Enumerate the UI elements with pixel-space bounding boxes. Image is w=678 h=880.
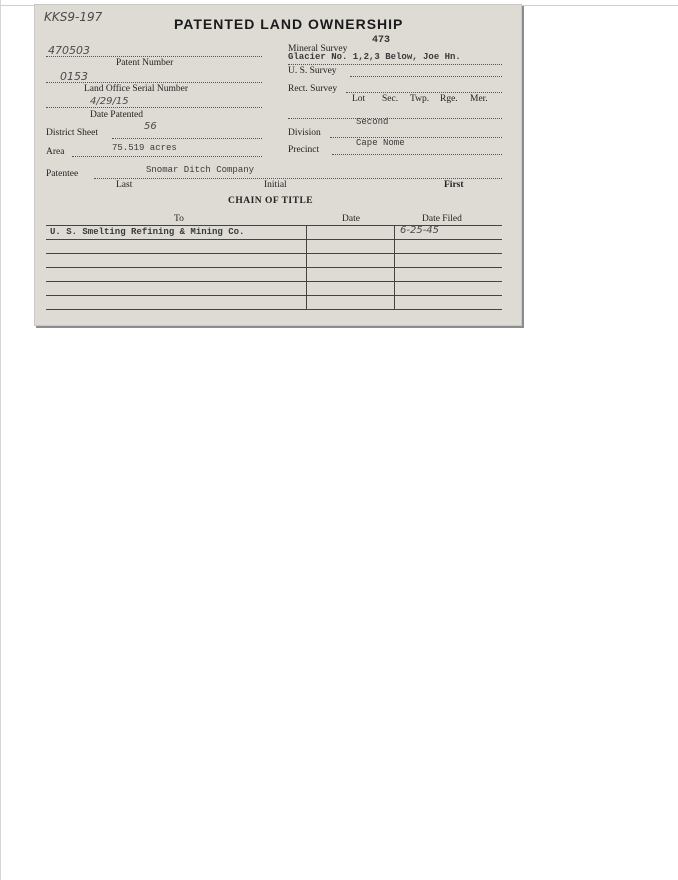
chain-col-to: To — [174, 214, 184, 224]
ownership-card — [34, 4, 522, 326]
district-sheet-line — [112, 138, 262, 139]
chain-row-1-filed: 6-25-45 — [400, 225, 440, 236]
serial-number-value: 0153 — [60, 70, 88, 83]
precinct-line — [332, 154, 502, 155]
area-line — [72, 156, 262, 157]
patent-number-value: 470503 — [48, 44, 90, 57]
rect-col-lot: Lot — [352, 94, 366, 104]
date-patented-value: 4/29/15 — [90, 96, 129, 107]
serial-number-line — [46, 82, 262, 83]
name-col-first: First — [444, 180, 464, 190]
patent-number-line — [46, 56, 262, 57]
chain-row-rule — [46, 295, 502, 296]
chain-row-rule — [46, 267, 502, 268]
corner-note: KKS9-197 — [44, 10, 103, 24]
rect-survey-label: Rect. Survey — [288, 84, 338, 94]
patentee-label: Patentee — [46, 169, 79, 179]
name-col-last: Last — [116, 180, 133, 190]
chain-col-divider — [394, 225, 395, 310]
mineral-survey-line — [288, 64, 502, 65]
rect-values-line — [288, 118, 502, 119]
chain-col-date: Date — [342, 214, 360, 224]
date-patented-label: Date Patented — [90, 110, 144, 120]
area-value: 75.519 acres — [112, 143, 177, 153]
mineral-survey-value: Glacier No. 1,2,3 Below, Joe Hn. — [288, 52, 461, 62]
rect-survey-line — [346, 92, 502, 93]
patentee-line — [94, 178, 502, 179]
district-sheet-value: 56 — [144, 121, 157, 132]
rect-col-rge: Rge. — [440, 94, 458, 104]
chain-col-date-filed: Date Filed — [422, 214, 462, 224]
precinct-label: Precinct — [288, 145, 320, 155]
chain-row-rule — [46, 239, 502, 240]
precinct-value: Cape Nome — [356, 138, 405, 148]
date-patented-line — [46, 107, 262, 108]
us-survey-label: U. S. Survey — [288, 66, 337, 76]
chain-row-1-to: U. S. Smelting Refining & Mining Co. — [50, 227, 245, 237]
chain-title-heading: CHAIN OF TITLE — [228, 196, 314, 206]
rect-col-mer: Mer. — [470, 94, 488, 104]
page-edge-left — [0, 0, 1, 880]
area-label: Area — [46, 147, 65, 157]
division-label: Division — [288, 128, 321, 138]
card-title: PATENTED LAND OWNERSHIP — [174, 16, 404, 32]
district-sheet-label: District Sheet — [46, 128, 98, 138]
serial-number-label: Land Office Serial Number — [84, 84, 189, 94]
chain-row-rule — [46, 253, 502, 254]
mineral-survey-label: Mineral Survey — [288, 44, 348, 54]
division-value: Second — [356, 117, 389, 127]
rect-col-sec: Sec. — [382, 94, 399, 104]
patentee-value: Snomar Ditch Company — [146, 165, 255, 175]
us-survey-line — [350, 76, 502, 77]
chain-row-rule — [46, 309, 502, 310]
patent-number-label: Patent Number — [116, 58, 174, 68]
chain-row-rule — [46, 281, 502, 282]
mineral-survey-number: 473 — [372, 35, 391, 46]
rect-col-twp: Twp. — [410, 94, 430, 104]
name-col-initial: Initial — [264, 180, 287, 190]
chain-col-divider — [306, 225, 307, 310]
